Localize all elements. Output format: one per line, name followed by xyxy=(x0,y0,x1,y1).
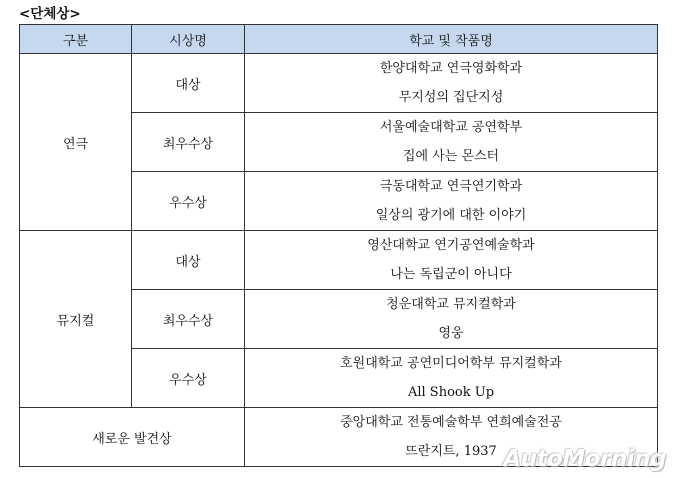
section-heading: <단체상> xyxy=(19,6,81,22)
award-cell: 우수상 xyxy=(132,172,245,231)
award-cell: 대상 xyxy=(132,231,245,290)
category-cell: 뮤지컬 xyxy=(20,231,132,408)
category-cell: 연극 xyxy=(20,54,132,231)
work-title: 무지성의 집단지성 xyxy=(398,90,504,105)
school-name: 영산대학교 연기공연예술학과 xyxy=(367,238,535,253)
work-title: 나는 독립군이 아니다 xyxy=(390,267,512,282)
column-header-category: 구분 xyxy=(20,25,132,54)
watermark-logo: AutoMorning xyxy=(503,446,666,472)
work-title: 집에 사는 몬스터 xyxy=(402,149,500,164)
entry-cell xyxy=(245,290,658,349)
awards-table xyxy=(19,24,658,467)
award-cell: 대상 xyxy=(132,54,245,113)
entry-cell xyxy=(245,54,658,113)
entry-cell xyxy=(245,231,658,290)
work-title: 영웅 xyxy=(438,326,464,341)
special-award-cell: 새로운 발견상 xyxy=(20,408,245,467)
award-cell: 최우수상 xyxy=(132,290,245,349)
table-row xyxy=(20,54,658,113)
table-row xyxy=(20,231,658,290)
school-name: 청운대학교 뮤지컬학과 xyxy=(386,297,516,312)
work-title: 일상의 광기에 대한 이야기 xyxy=(375,208,527,223)
school-name: 한양대학교 연극영화학과 xyxy=(379,61,523,76)
award-cell: 우수상 xyxy=(132,349,245,408)
column-header-school-work: 학교 및 작품명 xyxy=(245,25,658,54)
work-title: 뜨란지트, 1937 xyxy=(405,444,497,459)
school-name: 서울예술대학교 공연학부 xyxy=(379,120,523,135)
entry-cell xyxy=(245,172,658,231)
school-name: 호원대학교 공연미디어학부 뮤지컬학과 xyxy=(340,356,562,371)
entry-cell xyxy=(245,349,658,408)
school-name: 극동대학교 연극연기학과 xyxy=(379,179,523,194)
school-name: 중앙대학교 전통예술학부 연희예술전공 xyxy=(340,415,562,430)
work-title: All Shook Up xyxy=(407,385,495,400)
entry-cell xyxy=(245,113,658,172)
award-cell: 최우수상 xyxy=(132,113,245,172)
table-header-row xyxy=(20,25,658,54)
column-header-award: 시상명 xyxy=(132,25,245,54)
